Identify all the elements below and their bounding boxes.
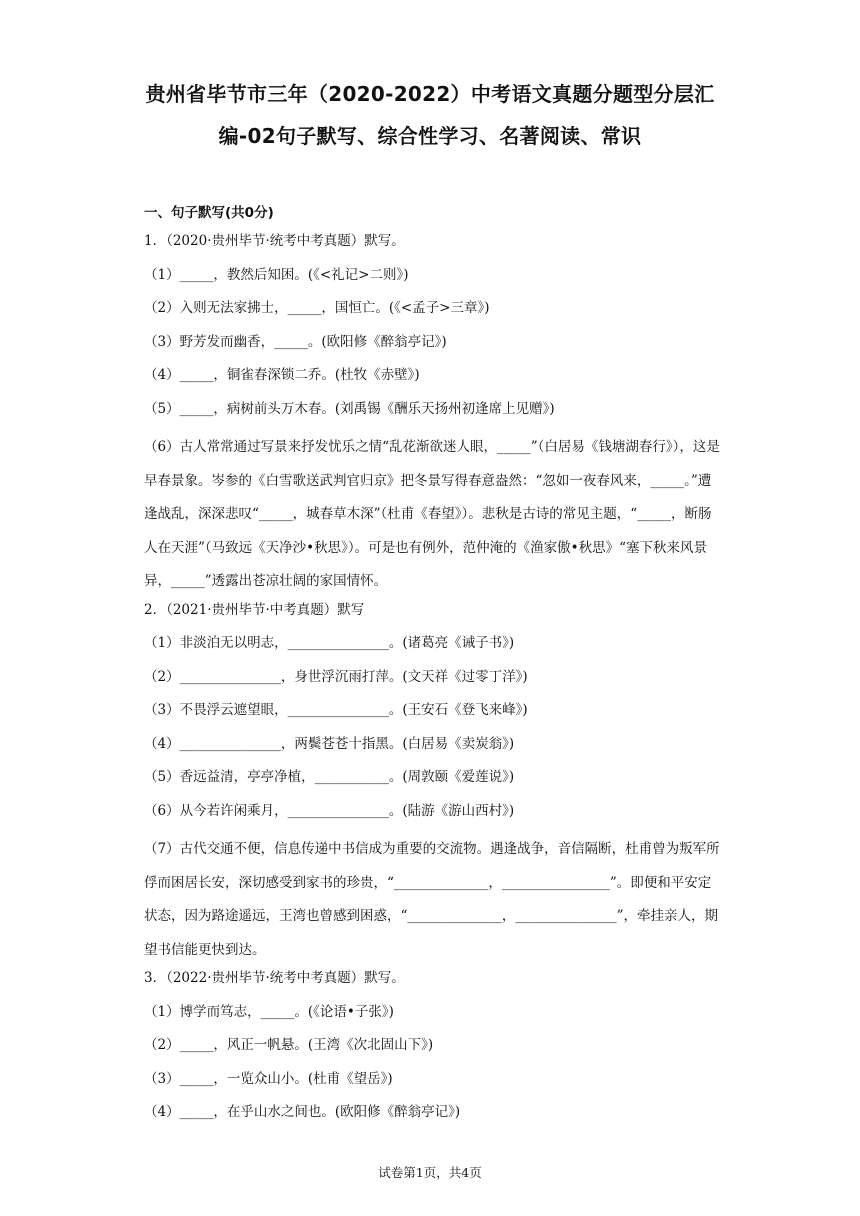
document-body	[144, 202, 724, 1135]
question-2-item-5: （5）香远益清，亭亭净植，___________。(周敦颐《爱莲说》)	[144, 769, 515, 785]
question-2-item-2: （2）_______________，身世浮沉雨打萍。(文天祥《过零丁洋》)	[144, 668, 528, 685]
question-2-item-7: （7）古代交通不便，信息传递中书信成为重要的交流物。遇逢战争，音信隔断，杜甫曾为叛军所俘而困居长安，深切感受到家书的珍贵，“______________，________________”。即便和平安定状态，因为路途遥远，王湾也曾感到困惑，“______________，_______________”，牵挂亲人，期望书信能更快到达。	[144, 841, 720, 958]
question-3-item-4: （4）_____，在乎山水之间也。(欧阳修《醉翁亭记》)	[144, 1104, 461, 1120]
section-heading: 一、句子默写(共0分)	[144, 205, 274, 221]
question-3-stem: 3．（2022·贵州毕节·统考中考真题）默写。	[144, 970, 405, 986]
question-3-item-3: （3）_____，一览众山小。(杜甫《望岳》)	[144, 1070, 393, 1087]
question-2-item-4: （4）_______________，两鬓苍苍十指黑。(白居易《卖炭翁》)	[144, 735, 515, 752]
question-1-item-4: （4）_____，铜雀春深锁二乔。(杜牧《赤壁》)	[144, 367, 420, 383]
question-3-item-2: （2）_____，风正一帆悬。(王湾《次北固山下》)	[144, 1037, 434, 1053]
document-title-line-2: 编-02句子默写、综合性学习、名著阅读、常识	[218, 124, 642, 148]
question-1-item-6: （6）古人常常通过写景来抒发忧乐之情“乱花渐欲迷人眼，_____”（白居易《钱塘湖春行》），这是早春景象。岑参的《白雪歌送武判官归京》把冬景写得春意盎然：“忽如一夜春风来，_____。”遭逢战乱，深深悲叹“_____，城春草木深”（杜甫《春望》）。悲秋是古诗的常见主题，“_____，断肠人在天涯”（马致远《天净沙•秋思》）。可是也有例外，范仲淹的《渔家傲•秋思》“塞下秋来风景异，_____”透露出苍凉壮阔的家国情怀。	[144, 439, 720, 589]
question-1-item-5: （5）_____，病树前头万木春。(刘禹锡《酬乐天扬州初逢席上见赠》)	[144, 400, 555, 417]
document-title-line-1: 贵州省毕节市三年（2020-2022）中考语文真题分题型分层汇	[145, 82, 715, 106]
question-2-item-1: （1）非淡泊无以明志，_______________。(诸葛亮《诫子书》)	[144, 635, 515, 651]
question-1-stem: 1．（2020·贵州毕节·统考中考真题）默写。	[144, 233, 405, 249]
question-2-item-3: （3）不畏浮云遮望眼，_______________。(王安石《登飞来峰》)	[144, 702, 528, 718]
question-1-item-3: （3）野芳发而幽香，_____。(欧阳修《醉翁亭记》)	[144, 333, 447, 350]
page-footer: 试卷第1页，共4页	[378, 1165, 482, 1180]
question-1-item-2: （2）入则无法家拂士，_____，国恒亡。(《<孟子>三章》)	[144, 300, 490, 316]
question-2-stem: 2．（2021·贵州毕节·中考真题）默写	[144, 601, 365, 618]
question-1-item-1: （1）_____，教然后知困。(《<礼记>二则》)	[144, 266, 409, 283]
question-2-item-6: （6）从今若许闲乘月，_______________。(陆游《游山西村》)	[144, 802, 515, 819]
question-3-item-1: （1）博学而笃志，_____。(《论语•子张》)	[144, 1003, 394, 1020]
